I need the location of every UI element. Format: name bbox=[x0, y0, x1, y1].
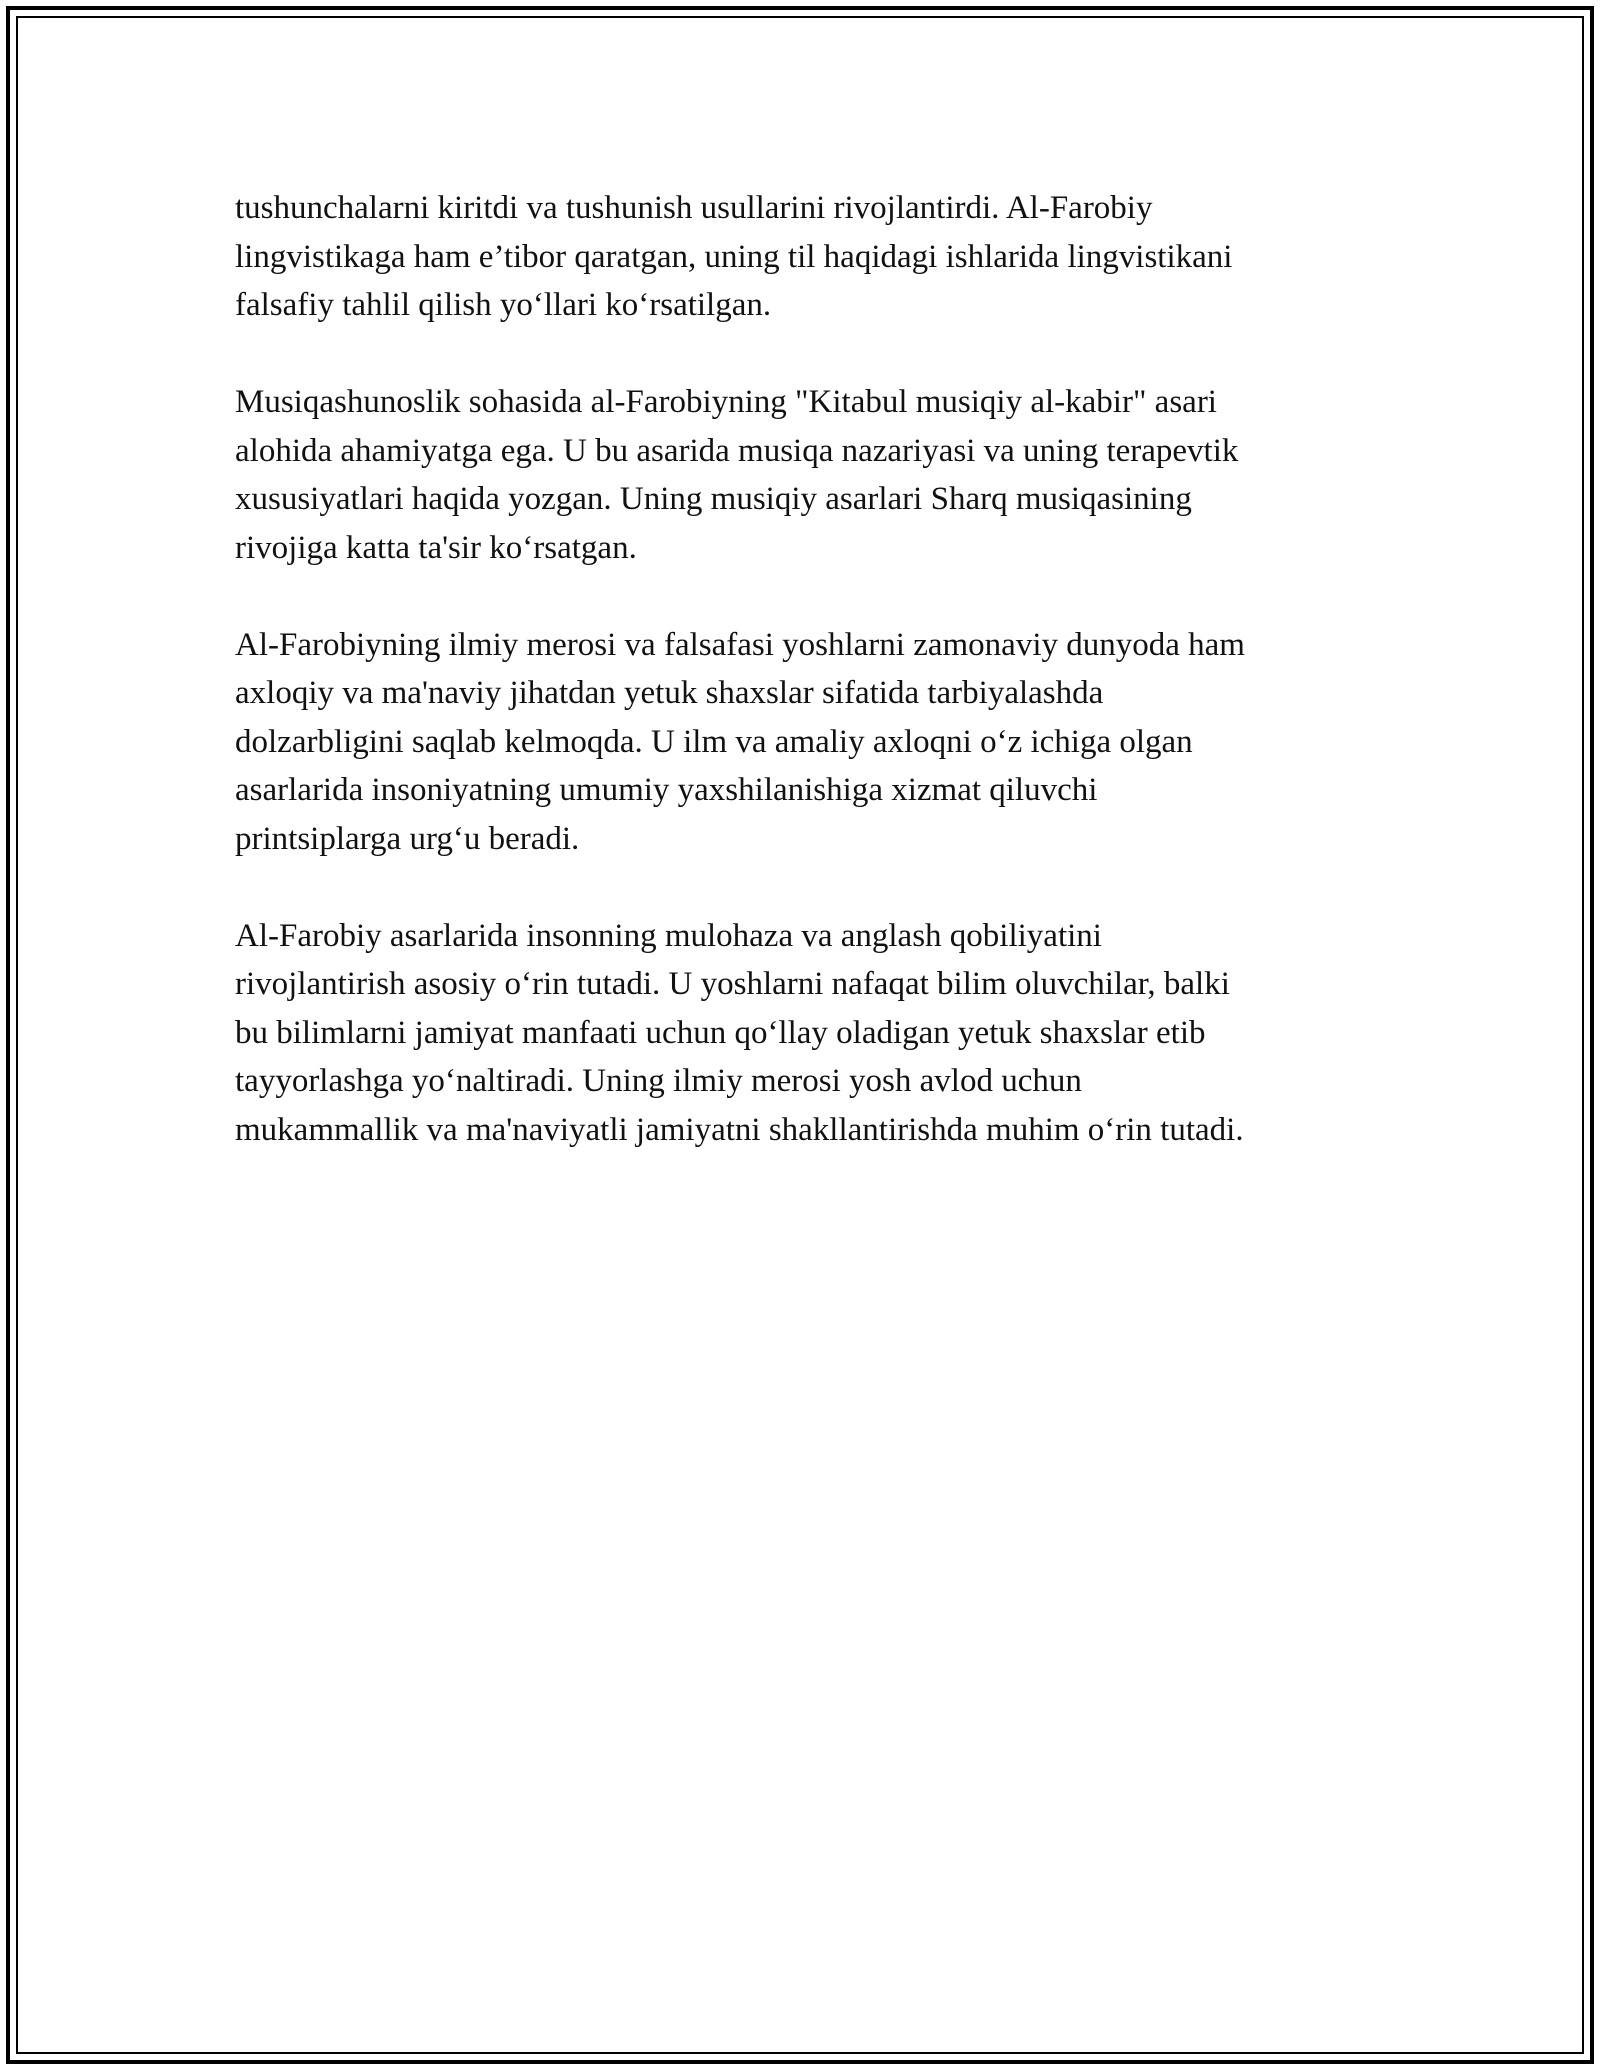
text-line: tayyorlashga yoʻnaltiradi. Uning ilmiy merosi yosh avlod uchun bbox=[235, 1063, 1082, 1099]
text-line: tushunchalarni kiritdi va tushunish usullarini rivojlantirdi. Al-Farobiy bbox=[235, 190, 1153, 226]
text-line: bu bilimlarni jamiyat manfaati uchun qoʻllay oladigan yetuk shaxslar etib bbox=[235, 1014, 1206, 1051]
text-line: Al-Farobiyning ilmiy merosi va falsafasi yoshlarni zamonaviy dunyoda ham bbox=[235, 626, 1245, 663]
text-line: xususiyatlari haqida yozgan. Uning musiqiy asarlari Sharq musiqasining bbox=[235, 481, 1192, 517]
text-line: rivojlantirish asosiy oʻrin tutadi. U yoshlarni nafaqat bilim oluvchilar, balki bbox=[235, 966, 1230, 1002]
paragraph bbox=[235, 621, 1365, 864]
text-line: axloqiy va ma'naviy jihatdan yetuk shaxslar sifatida tarbiyalashda bbox=[235, 675, 1104, 711]
paragraph bbox=[235, 912, 1365, 1155]
text-line: printsiplarga urgʻu beradi. bbox=[235, 820, 580, 857]
text-line: Musiqashunoslik sohasida al-Farobiyning "Kitabul musiqiy al-kabir" asari bbox=[235, 384, 1217, 420]
text-line: asarlarida insoniyatning umumiy yaxshilanishiga xizmat qiluvchi bbox=[235, 772, 1098, 808]
text-line: rivojiga katta ta'sir koʻrsatgan. bbox=[235, 529, 637, 566]
text-line: falsafiy tahlil qilish yoʻllari koʻrsatilgan. bbox=[235, 287, 772, 323]
paragraph bbox=[235, 184, 1365, 330]
text-line: dolzarbligini saqlab kelmoqda. U ilm va amaliy axloqni oʻz ichiga olgan bbox=[235, 723, 1193, 760]
text-line: mukammallik va ma'naviyatli jamiyatni shakllantirishda muhim oʻrin tutadi. bbox=[235, 1111, 1244, 1148]
text-line: Al-Farobiy asarlarida insonning mulohaza va anglash qobiliyatini bbox=[235, 917, 1102, 954]
paragraph bbox=[235, 378, 1365, 572]
text-line: lingvistikaga ham e’tibor qaratgan, uning til haqidagi ishlarida lingvistikani bbox=[235, 238, 1233, 275]
text-line: alohida ahamiyatga ega. U bu asarida musiqa nazariyasi va uning terapevtik bbox=[235, 432, 1239, 469]
document-body bbox=[235, 184, 1365, 1203]
